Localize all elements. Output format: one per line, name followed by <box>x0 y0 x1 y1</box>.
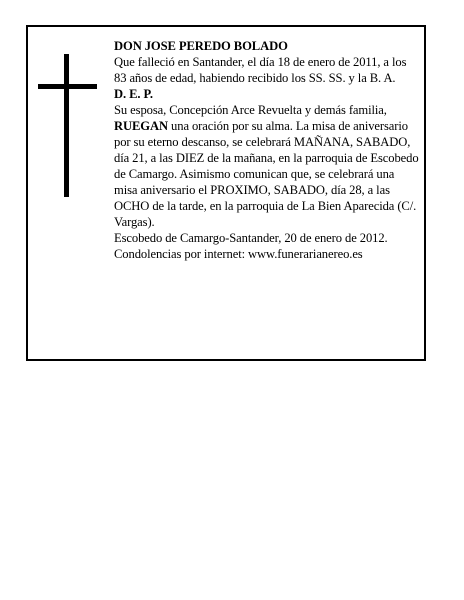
ruegan-word: RUEGAN <box>114 119 168 133</box>
cross-vertical-bar <box>64 54 69 197</box>
rest-in-peace: D. E. P. <box>114 87 153 101</box>
death-details: Que falleció en Santander, el día 18 de enero de 2011, a los 83 años de edad, habiendo recibido los SS. SS. y la B. A. <box>114 55 407 85</box>
obituary-text <box>114 38 420 262</box>
condolences-line: Condolencias por internet: www.funerarianereo.es <box>114 247 363 261</box>
cross-horizontal-bar <box>38 84 97 89</box>
family-request <box>114 102 420 230</box>
deceased-name: DON JOSE PEREDO BOLADO <box>114 39 288 53</box>
family-text: Su esposa, Concepción Arce Revuelta y demás familia, <box>114 103 387 117</box>
place-date: Escobedo de Camargo-Santander, 20 de enero de 2012. <box>114 231 388 245</box>
mass-details: una oración por su alma. La misa de aniversario por su eterno descanso, se celebrará MAÑANA, SABADO, día 21, a las DIEZ de la mañana, en la parroquia de Escobedo de Camargo. Asimismo comunican que, se celebrará una misa aniversario el PROXIMO, SABADO, día 28, a las OCHO de la tarde, en la parroquia de La Bien Aparecida (C/. Vargas). <box>114 119 419 229</box>
